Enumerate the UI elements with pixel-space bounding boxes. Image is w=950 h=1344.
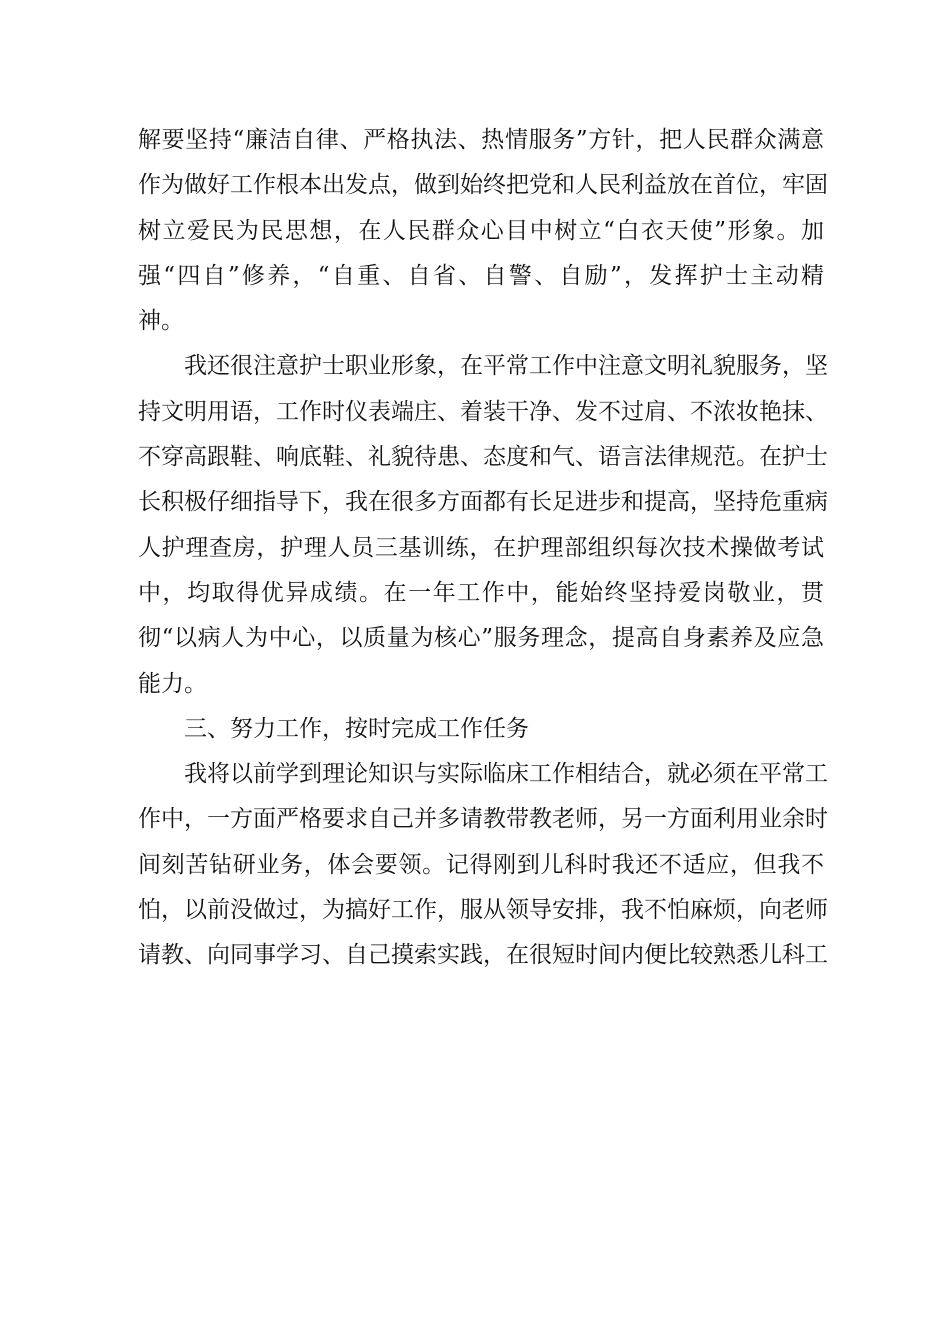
text-line: 怕，以前没做过，为搞好工作，服从领导安排，我不怕麻烦，向老师 [138, 897, 828, 924]
text-line: 我将以前学到理论知识与实际临床工作相结合，就必须在平常工 [184, 761, 828, 788]
text-line: 彻“以病人为中心，以质量为核心”服务理念，提高自身素养及应急 [138, 625, 824, 652]
text-line: 作中，一方面严格要求自己并多请教带教老师，另一方面利用业余时 [138, 806, 828, 833]
text-line: 不穿高跟鞋、响底鞋、礼貌待患、态度和气、语言法律规范。在护士 [138, 444, 828, 471]
section-heading: 三、努力工作，按时完成工作任务 [184, 715, 529, 742]
text-line: 神。 [138, 308, 184, 335]
text-line: 中，均取得优异成绩。在一年工作中，能始终坚持爱岗敬业，贯 [138, 579, 824, 606]
text-line: 请教、向同事学习、自己摸索实践，在很短时间内便比较熟悉儿科工 [138, 942, 828, 969]
text-line: 我还很注意护士职业形象，在平常工作中注意文明礼貌服务，坚 [184, 353, 828, 380]
text-line: 强“四自”修养，“自重、自省、自警、自励”，发挥护士主动精 [138, 262, 824, 289]
text-line: 长积极仔细指导下，我在很多方面都有长足进步和提高，坚持危重病 [138, 489, 828, 516]
text-line: 树立爱民为民思想，在人民群众心目中树立“白衣天使”形象。加 [138, 217, 824, 244]
text-line: 解要坚持“廉洁自律、严格执法、热情服务”方针，把人民群众满意 [138, 127, 824, 153]
text-line: 能力。 [138, 670, 207, 697]
text-line: 人护理查房，护理人员三基训练，在护理部组织每次技术操做考试 [138, 534, 824, 561]
text-line: 间刻苦钻研业务，体会要领。记得刚到儿科时我还不适应，但我不 [138, 851, 824, 878]
text-line: 作为做好工作根本出发点，做到始终把党和人民利益放在首位，牢固 [138, 172, 828, 199]
text-line: 持文明用语，工作时仪表端庄、着装干净、发不过肩、不浓妆艳抹、 [138, 398, 828, 425]
document-body [138, 118, 828, 979]
